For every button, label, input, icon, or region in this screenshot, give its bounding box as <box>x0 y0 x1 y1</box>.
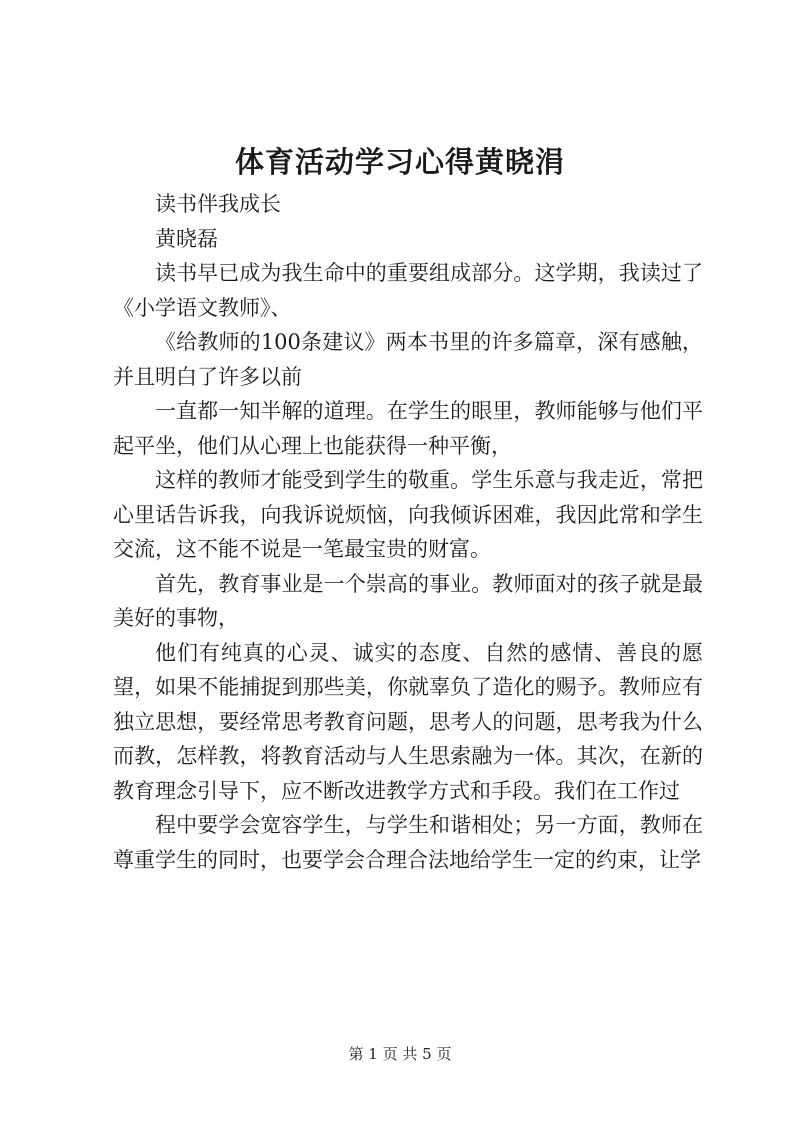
paragraph: 黄晓磊 <box>155 226 218 251</box>
paragraph: 程中要学会宽容学生，与学生和谐相处；另一方面，教师在尊重学生的同时，也要学会合理合法地给学生一定的约束，让学 <box>113 813 703 872</box>
paragraph: 读书伴我成长 <box>155 192 281 216</box>
paragraph: 他们有纯真的心灵、诚实的态度、自然的感情、善良的愿望，如果不能捕捉到那些美，你就辜负了造化的赐予。教师应有独立思想，要经常思考教育问题，思考人的问题，思考我为什么而教，怎样教，将教育活动与人生思索融为一体。其次，在新的教育理念引导下，应不断改进教学方式和手段。我们在工作过 <box>113 640 703 803</box>
document-body <box>113 187 703 877</box>
paragraph: 一直都一知半解的道理。在学生的眼里，教师能够与他们平起平坐，他们从心理上也能获得一种平衡， <box>113 399 703 458</box>
paragraph: 这样的教师才能受到学生的敬重。学生乐意与我走近，常把心里话告诉我，向我诉说烦恼，向我倾诉困难，我因此常和学生交流，这不能不说是一笔最宝贵的财富。 <box>113 468 703 561</box>
page-number-footer: 第 1 页 共 5 页 <box>348 1045 452 1063</box>
paragraph: 《给教师的100条建议》两本书里的许多篇章，深有感触，并且明白了许多以前 <box>113 330 703 389</box>
paragraph: 读书早已成为我生命中的重要组成部分。这学期，我读过了《小学语文教师》、 <box>113 261 703 320</box>
document-title: 体育活动学习心得黄晓涓 <box>234 145 565 179</box>
paragraph: 首先，教育事业是一个崇高的事业。教师面对的孩子就是最美好的事物， <box>113 571 703 630</box>
